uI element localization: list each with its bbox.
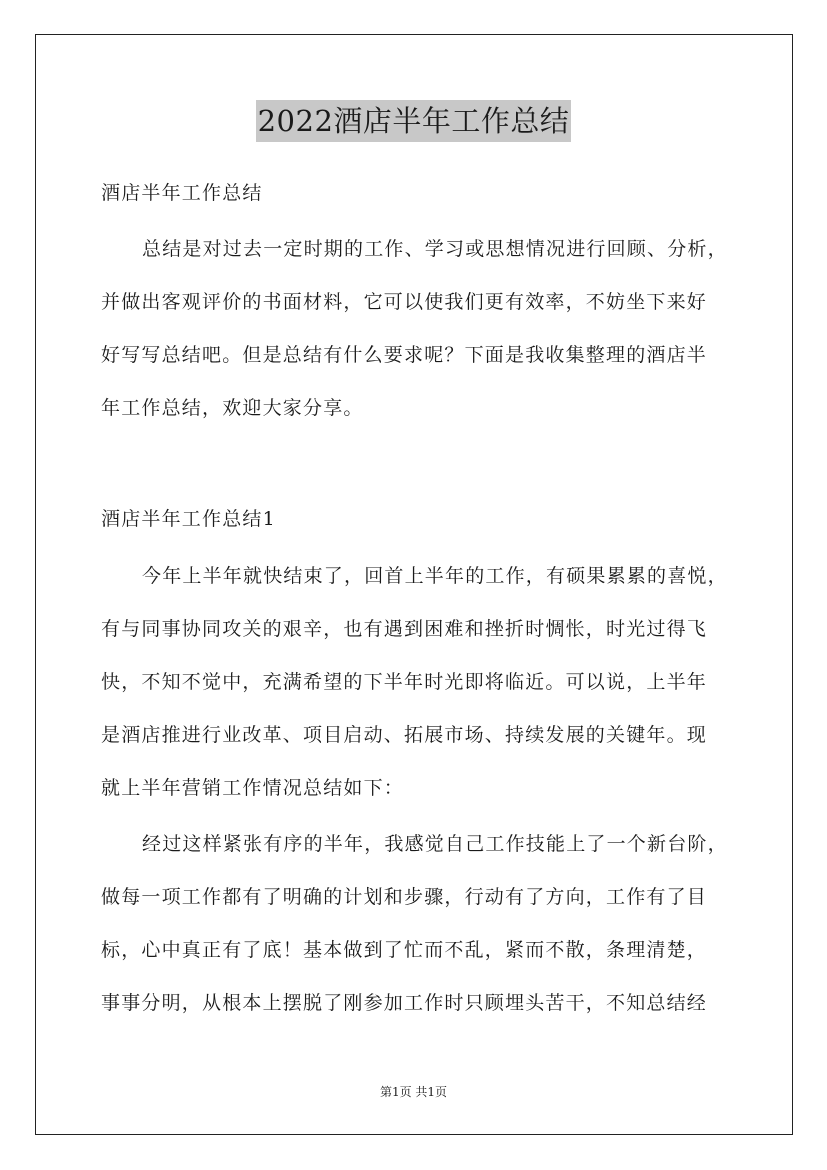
paragraph-line: 做每一项工作都有了明确的计划和步骤，行动有了方向，工作有了目 — [101, 886, 708, 908]
title-container — [0, 100, 827, 142]
paragraph-line: 事事分明，从根本上摆脱了刚参加工作时只顾埋头苦干，不知总结经 — [101, 992, 708, 1014]
intro-line: 好写写总结吧。但是总结有什么要求呢？下面是我收集整理的酒店半 — [101, 344, 708, 366]
intro-line: 并做出客观评价的书面材料，它可以使我们更有效率，不妨坐下来好 — [101, 291, 708, 313]
paragraph-line: 就上半年营销工作情况总结如下： — [101, 777, 405, 799]
paragraph-line: 是酒店推进行业改革、项目启动、拓展市场、持续发展的关键年。现 — [101, 724, 708, 746]
intro-line: 年工作总结，欢迎大家分享。 — [101, 397, 364, 419]
paragraph-line: 快，不知不觉中，充满希望的下半年时光即将临近。可以说，上半年 — [101, 671, 708, 693]
page-footer: 第1页 共1页 — [379, 1085, 448, 1099]
paragraph-line: 今年上半年就快结束了，回首上半年的工作，有硕果累累的喜悦， — [142, 565, 728, 587]
paragraph-line: 有与同事协同攻关的艰辛，也有遇到困难和挫折时惆怅，时光过得飞 — [101, 618, 708, 640]
paragraph-line: 标，心中真正有了底！基本做到了忙而不乱，紧而不散，条理清楚， — [101, 939, 708, 961]
section-heading: 酒店半年工作总结1 — [101, 508, 276, 530]
document-title: 2022酒店半年工作总结 — [256, 100, 572, 142]
paragraph-line: 经过这样紧张有序的半年，我感觉自己工作技能上了一个新台阶， — [142, 833, 728, 855]
intro-line: 总结是对过去一定时期的工作、学习或思想情况进行回顾、分析， — [142, 238, 728, 260]
subtitle: 酒店半年工作总结 — [101, 182, 263, 204]
